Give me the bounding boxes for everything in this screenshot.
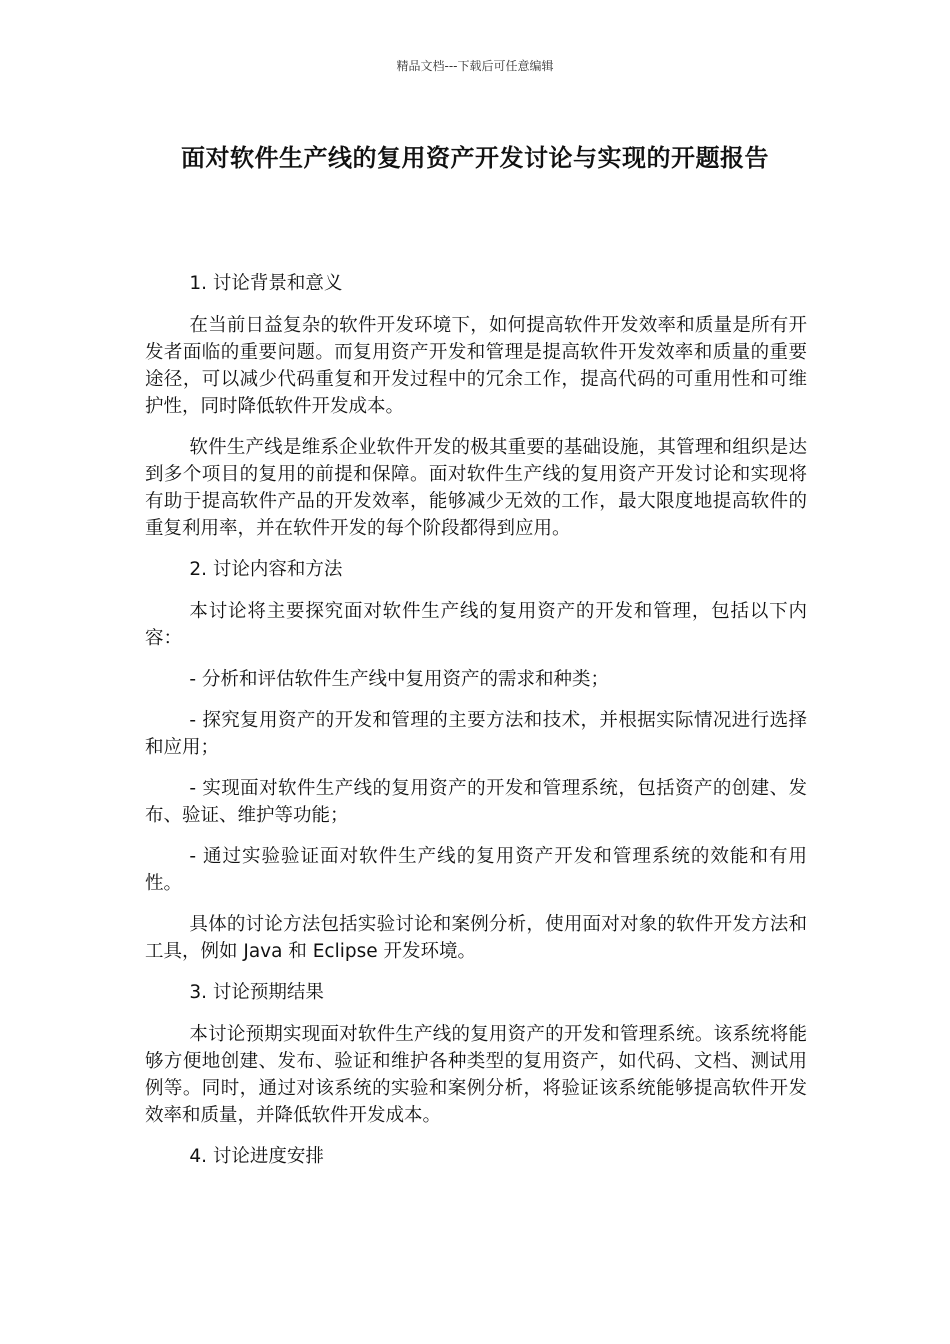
body-paragraph: 本讨论预期实现面对软件生产线的复用资产的开发和管理系统。该系统将能够方便地创建、发布、验证和维护各种类型的复用资产，如代码、文档、测试用例等。同时，通过对该系统的实验和案例分析，将验证该系统能够提高软件开发效率和质量，并降低软件开发成本。	[145, 1024, 807, 1126]
section-heading: 1. 讨论背景和意义	[189, 273, 343, 294]
body-paragraph: 在当前日益复杂的软件开发环境下，如何提高软件开发效率和质量是所有开发者面临的重要问题。而复用资产开发和管理是提高软件开发效率和质量的重要途径，可以减少代码重复和开发过程中的冗余工作，提高代码的可重用性和可维护性，同时降低软件开发成本。	[145, 315, 807, 417]
body-paragraph: 具体的讨论方法包括实验讨论和案例分析，使用面对对象的软件开发方法和工具，例如 Java 和 Eclipse 开发环境。	[145, 914, 807, 962]
page-header: 精品文档---下载后可任意编辑	[396, 59, 554, 73]
list-item: - 实现面对软件生产线的复用资产的开发和管理系统，包括资产的创建、发布、验证、维护等功能；	[145, 778, 807, 826]
document-title: 面对软件生产线的复用资产开发讨论与实现的开题报告	[181, 144, 769, 172]
body-paragraph: 本讨论将主要探究面对软件生产线的复用资产的开发和管理，包括以下内容：	[145, 601, 807, 649]
list-item: - 通过实验验证面对软件生产线的复用资产开发和管理系统的效能和有用性。	[145, 846, 807, 894]
list-item: - 分析和评估软件生产线中复用资产的需求和种类；	[189, 669, 609, 690]
list-item: - 探究复用资产的开发和管理的主要方法和技术，并根据实际情况进行选择和应用；	[145, 710, 807, 758]
section-heading: 4. 讨论进度安排	[189, 1146, 324, 1167]
document-body	[145, 270, 807, 1185]
body-paragraph: 软件生产线是维系企业软件开发的极其重要的基础设施，其管理和组织是达到多个项目的复用的前提和保障。面对软件生产线的复用资产开发讨论和实现将有助于提高软件产品的开发效率，能够减少无效的工作，最大限度地提高软件的重复利用率，并在软件开发的每个阶段都得到应用。	[145, 437, 807, 539]
section-heading: 2. 讨论内容和方法	[189, 559, 343, 580]
section-heading: 3. 讨论预期结果	[189, 982, 324, 1003]
